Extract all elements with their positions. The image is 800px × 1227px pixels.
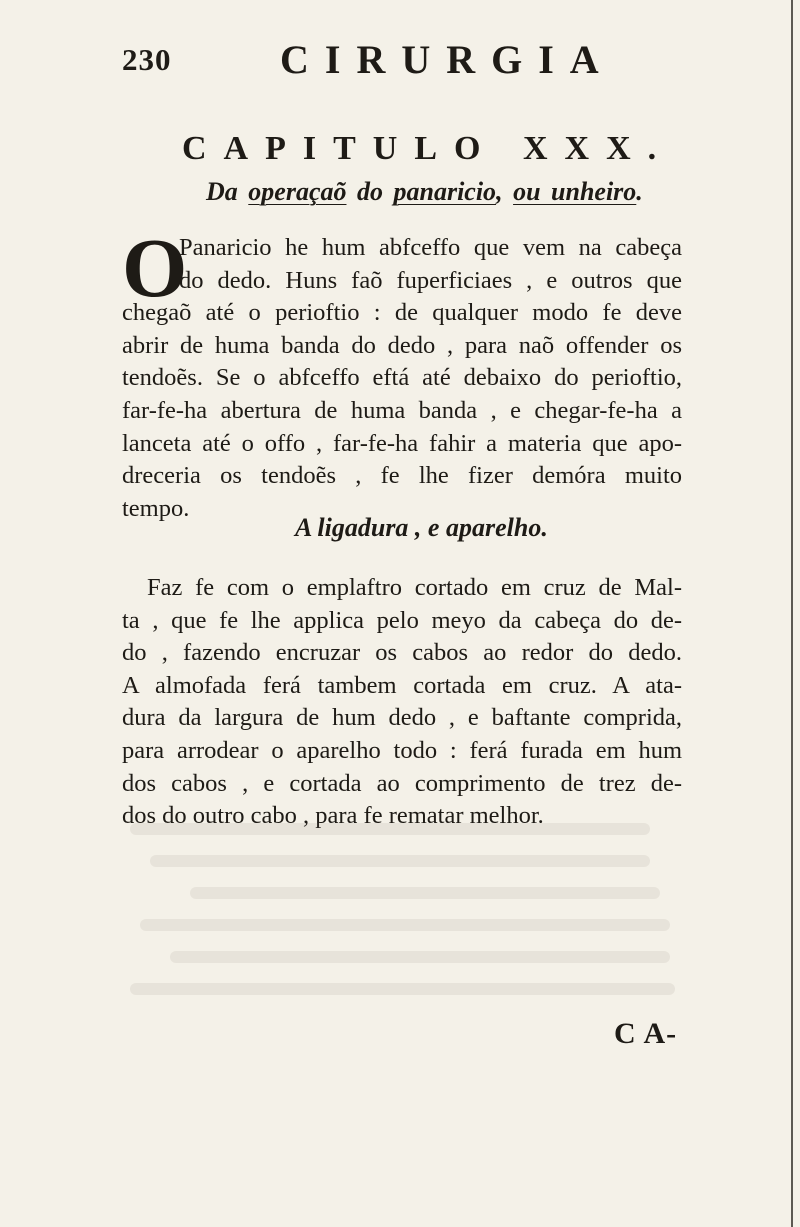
subtitle-period: .: [636, 177, 643, 206]
subtitle-word-unheiro: ou unheiro: [513, 177, 637, 206]
running-title: CIRURGIA: [280, 37, 615, 82]
subtitle-word-panaricio: panaricio: [393, 177, 497, 206]
chapter-title: CAPITULO XXX.: [182, 130, 674, 167]
text-line: tendoẽs. Se o abfceffo eftá até debaixo do perioftio,: [122, 364, 682, 392]
chapter-subtitle: [206, 177, 643, 207]
catchword: C A-: [614, 1017, 678, 1050]
drop-cap: O: [122, 222, 188, 315]
text-line: dos cabos , e cortada ao comprimento de trez de-: [122, 769, 682, 797]
subtitle-word-do: do: [356, 177, 383, 206]
subtitle-comma: ,: [496, 177, 503, 206]
subtitle-prefix: Da: [206, 177, 238, 206]
paragraph-ligadura: [122, 572, 682, 833]
bleed-through-texture: [130, 815, 680, 1000]
subtitle-word-operacao: operaçaõ: [248, 177, 347, 206]
text-line: abrir de huma banda do dedo , para naõ offender os: [122, 331, 682, 359]
text-line: chegaõ até o perioftio : de qualquer modo fe deve: [122, 299, 682, 327]
text-line: para arrodear o aparelho todo : ferá furada em hum: [122, 736, 682, 764]
text-line: ta , que fe lhe applica pelo meyo da cabeça do de-: [122, 606, 682, 634]
text-line: dura da largura de hum dedo , e baftante comprida,: [122, 704, 682, 732]
page-number: 230: [122, 42, 172, 77]
text-line: dos do outro cabo , para fe rematar melhor.: [122, 802, 544, 830]
text-line: Panaricio he hum abfceffo que vem na cabeça: [179, 234, 682, 261]
text-line: Faz fe com o emplaftro cortado em cruz de Mal-: [147, 574, 682, 601]
text-line: do dedo. Huns faõ fuperficiaes , e outros que: [179, 266, 682, 294]
text-line: dreceria os tendoẽs , fe lhe fizer demóra muito: [122, 462, 682, 490]
text-line: lanceta até o offo , far-fe-ha fahir a materia que apo-: [122, 429, 682, 457]
text-line: far-fe-ha abertura de huma banda , e chegar-fe-ha a: [122, 396, 682, 424]
text-line: A almofada ferá tambem cortada em cruz. A ata-: [122, 671, 682, 699]
section-heading: A ligadura , e aparelho.: [295, 513, 548, 542]
paragraph-panaricio: [122, 222, 682, 525]
running-head: [122, 36, 642, 82]
text-line: tempo.: [122, 494, 190, 522]
page-edge-line: [791, 0, 793, 1227]
text-line: do , fazendo encruzar os cabos ao redor do dedo.: [122, 639, 682, 667]
